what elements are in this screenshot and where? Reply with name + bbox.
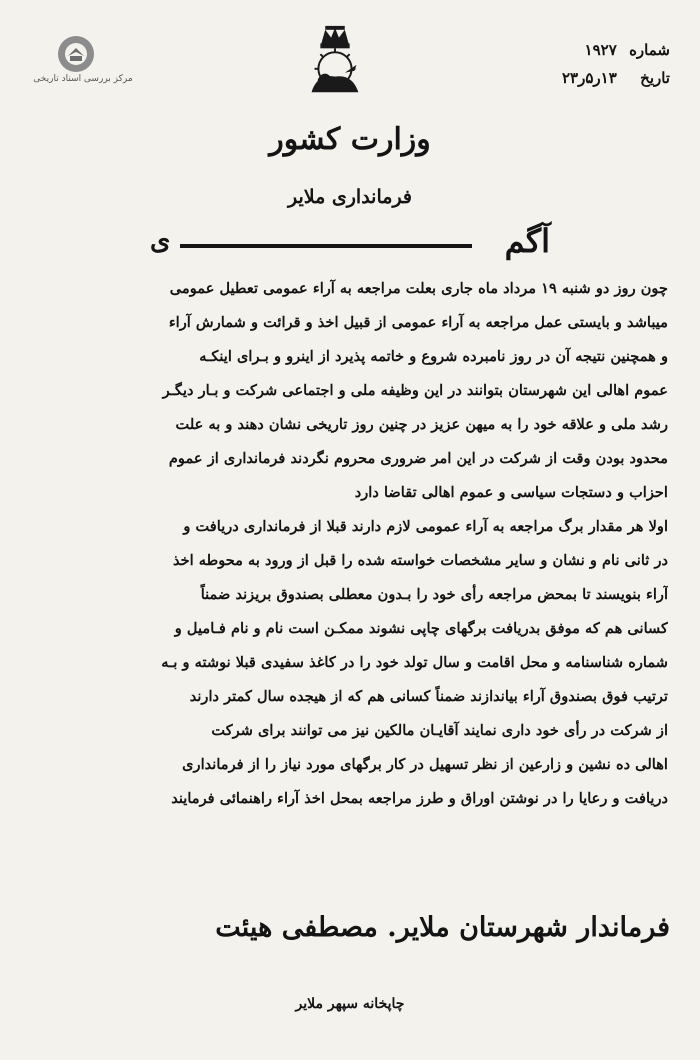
body-line: ترتیب فوق بصندوق آراء بیاندازند ضمناً کسانی هم که از هیجده سال کمتر دارند	[189, 688, 668, 705]
notice-body	[34, 272, 668, 816]
printer-name: چاپخانه سپهر ملایر	[295, 996, 405, 1012]
document-date	[480, 64, 670, 92]
archive-logo-icon	[56, 34, 96, 74]
body-line: رشد ملی و علاقه خود را به میهن عزیز در چنین روز تاریخی نشان دهند و به علت	[175, 416, 668, 433]
body-line: اهالی ده نشین و زارعین از نظر تسهیل در کار برگهای مورد نیاز را از فرمانداری	[182, 756, 668, 773]
date-value: ۱۳ر۵ر۲۳	[561, 69, 617, 87]
number-value: ۱۹۲۷	[584, 41, 617, 59]
body-line: محدود بودن وقت از شرکت در این امر ضروری محروم نگردند فرمانداری از عموم	[168, 450, 668, 467]
lion-and-sun-crown-emblem-icon	[296, 22, 374, 100]
body-line: آراء بنویسند تا بمحض مراجعه رأی خود را بـدون معطلی بصندوق بریزند ضمناً	[200, 586, 668, 603]
body-line: شماره شناسنامه و محل اقامت و سال تولد خود را در کاغذ سفیدی قبلا نوشته و بـه	[161, 654, 668, 671]
notice-heading-rule	[180, 244, 472, 248]
body-line: عموم اهالی این شهرستان بتوانند در این وظیفه ملی و اجتماعی شرکت و بـار دیگـر	[162, 382, 668, 399]
body-line: دریافت و رعایا را در نوشتن اوراق و طرز مراجعه بمحل اخذ آراء راهنمائی فرمایند	[171, 790, 668, 807]
body-line: در ثانی نام و نشان و سایر مشخصات خواسته شده را قبل از ورود به محوطه اخذ	[172, 552, 668, 569]
governor-signature: فرماندار شهرستان ملایر. مصطفی هیئت	[215, 912, 670, 943]
body-line: احزاب و دستجات سیاسی و عموم اهالی تقاضا دارد	[354, 484, 668, 501]
document-number	[480, 36, 670, 64]
office-title: فرمانداری ملایر	[287, 186, 413, 208]
ministry-title: وزارت کشور	[269, 122, 431, 157]
body-line: از شرکت در رأی خود داری نمایند آقایـان مالکین نیز می توانند برای شرکت	[211, 722, 668, 739]
body-line: و همچنین نتیجه آن در روز نامبرده شروع و خاتمه پذیرد از اینرو و بـرای اینکـه	[199, 348, 668, 365]
body-line: میباشد و بایستی عمل مراجعه به آراء عمومی از قبیل اخذ و قرائت و شمارش آراء	[168, 314, 668, 331]
notice-heading	[150, 222, 550, 266]
document-meta	[480, 36, 670, 92]
date-label: تاریخ	[640, 69, 670, 87]
number-label: شماره	[629, 41, 670, 59]
archive-watermark-text: مرکز بررسی اسناد تاریخی	[33, 74, 133, 84]
body-line: کسانی هم که موفق بدریافت برگهای چاپی نشوند ممکـن است نام و نام فـامیل و	[174, 620, 668, 637]
notice-title-end: ی	[150, 226, 171, 256]
body-line: چون روز دو شنبه ۱۹ مرداد ماه جاری بعلت مراجعه به آراء عمومی تعطیل عمومی	[169, 280, 668, 297]
notice-title-start: آگم	[504, 222, 550, 260]
body-line: اولا هر مقدار برگ مراجعه به آراء عمومی لازم دارند قبلا از فرمانداری دریافت و	[183, 518, 668, 535]
